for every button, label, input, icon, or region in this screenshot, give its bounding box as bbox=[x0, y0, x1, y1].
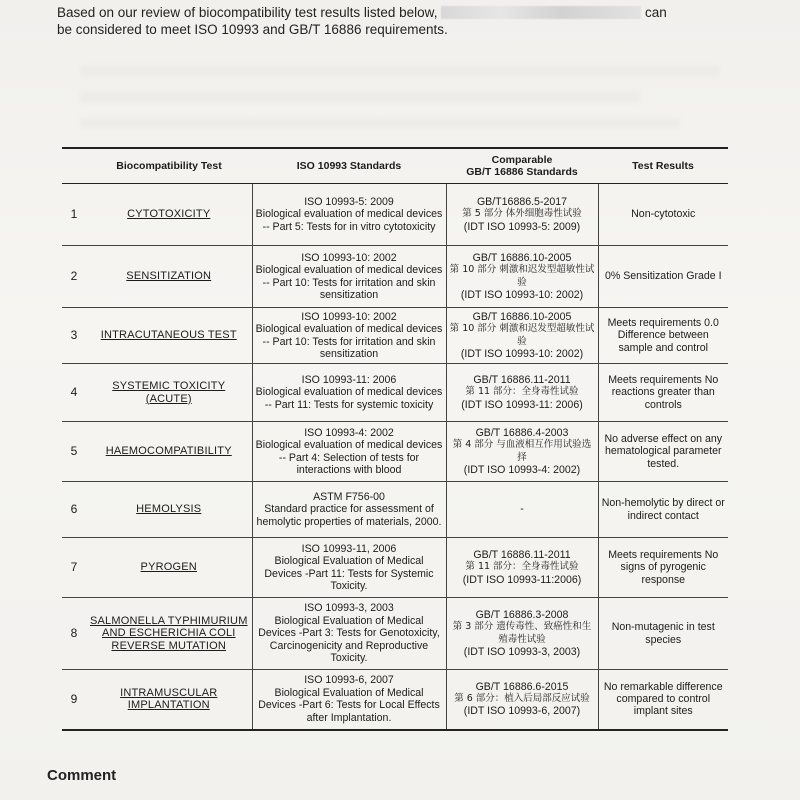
faded-text-line bbox=[80, 118, 680, 128]
test-name-link[interactable]: PYROGEN bbox=[140, 561, 197, 574]
comment-heading: Comment bbox=[47, 767, 117, 784]
intro-text-after: can bbox=[644, 5, 667, 20]
iso-description: Standard practice for assessment of hemolytic properties of materials, 2000. bbox=[256, 503, 442, 528]
iso-description: Biological Evaluation of Medical Devices -Part 11: Tests for Systemic Toxicity. bbox=[264, 555, 434, 592]
test-result-cell: Meets requirements No reactions greater than controls bbox=[598, 364, 728, 422]
row-number: 4 bbox=[62, 364, 86, 422]
gb-idt-reference: (IDT ISO 10993-11:2006) bbox=[462, 573, 582, 586]
table-row bbox=[62, 422, 728, 482]
test-result-cell: 0% Sensitization Grade I bbox=[598, 246, 728, 308]
header-result: Test Results bbox=[598, 148, 728, 184]
table-row bbox=[62, 246, 728, 308]
test-name-link[interactable]: HEMOLYSIS bbox=[136, 503, 202, 516]
iso-description: Biological evaluation of medical devices -- Part 5: Tests for in vitro cytotoxicity bbox=[255, 208, 443, 233]
gb-chinese-title: 第 11 部分：全身毒性试验 bbox=[465, 386, 579, 398]
row-number: 6 bbox=[62, 482, 86, 538]
gb-idt-reference: (IDT ISO 10993-6, 2007) bbox=[463, 705, 581, 718]
test-result-cell: Non-cytotoxic bbox=[598, 184, 728, 246]
test-name-cell bbox=[86, 184, 252, 246]
gb-code: GB/T 16886.11-2011 bbox=[473, 548, 571, 561]
iso-code: ISO 10993-5: 2009 bbox=[304, 195, 394, 208]
gb-chinese-title: 第 10 部分 刺激和迟发型超敏性试验 bbox=[449, 323, 595, 347]
gb-code: - bbox=[520, 503, 524, 516]
test-name-cell bbox=[86, 538, 252, 598]
iso-standard-cell bbox=[252, 482, 446, 538]
gb-code: GB/T 16886.10-2005 bbox=[472, 251, 572, 264]
gb-standard-cell bbox=[446, 538, 598, 598]
table-row bbox=[62, 482, 728, 538]
test-name-link[interactable]: INTRAMUSCULAR IMPLANTATION bbox=[120, 686, 218, 712]
table-row bbox=[62, 538, 728, 598]
row-number: 5 bbox=[62, 422, 86, 482]
gb-standard-cell bbox=[446, 364, 598, 422]
test-result-cell: No adverse effect on any hematological parameter tested. bbox=[598, 422, 728, 482]
table-row bbox=[62, 364, 728, 422]
test-result-cell: Meets requirements 0.0 Difference between sample and control bbox=[598, 308, 728, 364]
row-number: 1 bbox=[62, 184, 86, 246]
gb-standard-cell bbox=[446, 422, 598, 482]
test-result-cell: Non-mutagenic in test species bbox=[598, 598, 728, 670]
table-row bbox=[62, 184, 728, 246]
gb-chinese-title: 第 11 部分：全身毒性试验 bbox=[465, 561, 579, 573]
iso-description: Biological evaluation of medical devices -- Part 11: Tests for systemic toxicity bbox=[255, 386, 443, 411]
test-result-cell: No remarkable difference compared to control implant sites bbox=[598, 670, 728, 730]
gb-code: GB/T16886.5-2017 bbox=[476, 195, 568, 208]
iso-code: ASTM F756-00 bbox=[313, 490, 385, 503]
header-gb-line1: Comparable bbox=[491, 153, 553, 166]
gb-chinese-title: 第 6 部分：植入后局部反应试验 bbox=[454, 693, 590, 705]
iso-standard-cell bbox=[252, 184, 446, 246]
gb-code: GB/T 16886.3-2008 bbox=[475, 608, 569, 621]
test-result-cell: Non-hemolytic by direct or indirect contact bbox=[598, 482, 728, 538]
test-name-cell bbox=[86, 670, 252, 730]
gb-code: GB/T 16886.10-2005 bbox=[472, 310, 572, 323]
test-name-link[interactable]: INTRACUTANEOUS TEST bbox=[100, 329, 237, 342]
iso-description: Biological Evaluation of Medical Devices -Part 3: Tests for Genotoxicity, Carcinogenicity and Reproductive Toxicity. bbox=[258, 614, 440, 665]
gb-standard-cell bbox=[446, 308, 598, 364]
iso-description: Biological evaluation of medical devices -- Part 4: Selection of tests for interactions with blood bbox=[255, 439, 443, 476]
gb-standard-cell bbox=[446, 598, 598, 670]
iso-code: ISO 10993-11: 2006 bbox=[301, 373, 397, 386]
gb-standard-cell bbox=[446, 246, 598, 308]
iso-standard-cell bbox=[252, 364, 446, 422]
iso-code: ISO 10993-3, 2003 bbox=[304, 602, 394, 615]
biocompatibility-results-table bbox=[62, 147, 728, 731]
row-number: 3 bbox=[62, 308, 86, 364]
test-name-cell bbox=[86, 422, 252, 482]
gb-chinese-title: 第 10 部分 刺激和迟发型超敏性试验 bbox=[449, 264, 595, 288]
header-test: Biocompatibility Test bbox=[86, 148, 252, 184]
test-name-cell bbox=[86, 246, 252, 308]
test-name-cell bbox=[86, 364, 252, 422]
header-iso: ISO 10993 Standards bbox=[252, 148, 446, 184]
faded-text-line bbox=[80, 66, 720, 76]
gb-idt-reference: (IDT ISO 10993-10: 2002) bbox=[460, 288, 584, 301]
iso-code: ISO 10993-4: 2002 bbox=[304, 426, 394, 439]
gb-code: GB/T 16886.4-2003 bbox=[475, 426, 569, 439]
test-name-link[interactable]: HAEMOCOMPATIBILITY bbox=[105, 445, 232, 458]
gb-chinese-title: 第 3 部分 遗传毒性、致癌性和生殖毒性试验 bbox=[452, 621, 592, 645]
gb-chinese-title: 第 4 部分 与血液相互作用试验选择 bbox=[452, 439, 592, 463]
gb-chinese-title: 第 5 部分 体外细胞毒性试验 bbox=[462, 208, 582, 220]
iso-standard-cell bbox=[252, 598, 446, 670]
iso-standard-cell bbox=[252, 246, 446, 308]
header-gb-line2: GB/T 16886 Standards bbox=[466, 166, 578, 178]
intro-text-before: Based on our review of biocompatibility test results listed below, bbox=[57, 5, 438, 20]
test-name-link[interactable]: SENSITIZATION bbox=[126, 270, 212, 283]
header-gb bbox=[446, 148, 598, 184]
iso-description: Biological evaluation of medical devices -- Part 10: Tests for irritation and skin sensitization bbox=[255, 323, 443, 360]
test-name-cell bbox=[86, 598, 252, 670]
iso-standard-cell bbox=[252, 308, 446, 364]
redacted-device-name bbox=[441, 6, 641, 19]
header-num bbox=[62, 148, 86, 184]
gb-standard-cell bbox=[446, 670, 598, 730]
test-name-link[interactable]: CYTOTOXICITY bbox=[127, 208, 211, 221]
iso-standard-cell bbox=[252, 422, 446, 482]
row-number: 9 bbox=[62, 670, 86, 730]
table-row bbox=[62, 308, 728, 364]
gb-idt-reference: (IDT ISO 10993-10: 2002) bbox=[460, 347, 584, 360]
gb-idt-reference: (IDT ISO 10993-11: 2006) bbox=[461, 398, 583, 411]
iso-standard-cell bbox=[252, 538, 446, 598]
gb-idt-reference: (IDT ISO 10993-4: 2002) bbox=[463, 463, 581, 476]
test-name-link[interactable]: SYSTEMIC TOXICITY (ACUTE) bbox=[112, 380, 226, 405]
gb-code: GB/T 16886.11-2011 bbox=[473, 373, 571, 386]
iso-description: Biological Evaluation of Medical Devices -Part 6: Tests for Local Effects after Implantation. bbox=[258, 686, 440, 724]
gb-idt-reference: (IDT ISO 10993-5: 2009) bbox=[463, 220, 581, 233]
faded-text-line bbox=[80, 92, 640, 102]
row-number: 2 bbox=[62, 246, 86, 308]
iso-description: Biological evaluation of medical devices -- Part 10: Tests for irritation and skin sensitization bbox=[255, 264, 443, 301]
intro-text-line2: be considered to meet ISO 10993 and GB/T 16886 requirements. bbox=[57, 22, 448, 37]
intro-paragraph bbox=[57, 4, 757, 38]
table-header-row bbox=[62, 148, 728, 184]
iso-code: ISO 10993-6, 2007 bbox=[304, 674, 394, 687]
gb-idt-reference: (IDT ISO 10993-3, 2003) bbox=[463, 645, 581, 658]
iso-code: ISO 10993-10: 2002 bbox=[301, 251, 397, 264]
table-row bbox=[62, 670, 728, 730]
test-name-cell bbox=[86, 308, 252, 364]
test-name-cell bbox=[86, 482, 252, 538]
gb-standard-cell bbox=[446, 184, 598, 246]
row-number: 8 bbox=[62, 598, 86, 670]
table-row bbox=[62, 598, 728, 670]
iso-code: ISO 10993-11, 2006 bbox=[301, 542, 397, 555]
gb-code: GB/T 16886.6-2015 bbox=[475, 680, 569, 693]
gb-standard-cell bbox=[446, 482, 598, 538]
iso-standard-cell bbox=[252, 670, 446, 730]
test-name-link[interactable]: SALMONELLA TYPHIMURIUM AND ESCHERICHIA COLI REVERSE MUTATION bbox=[89, 614, 248, 652]
row-number: 7 bbox=[62, 538, 86, 598]
iso-code: ISO 10993-10: 2002 bbox=[301, 310, 397, 323]
test-result-cell: Meets requirements No signs of pyrogenic response bbox=[598, 538, 728, 598]
